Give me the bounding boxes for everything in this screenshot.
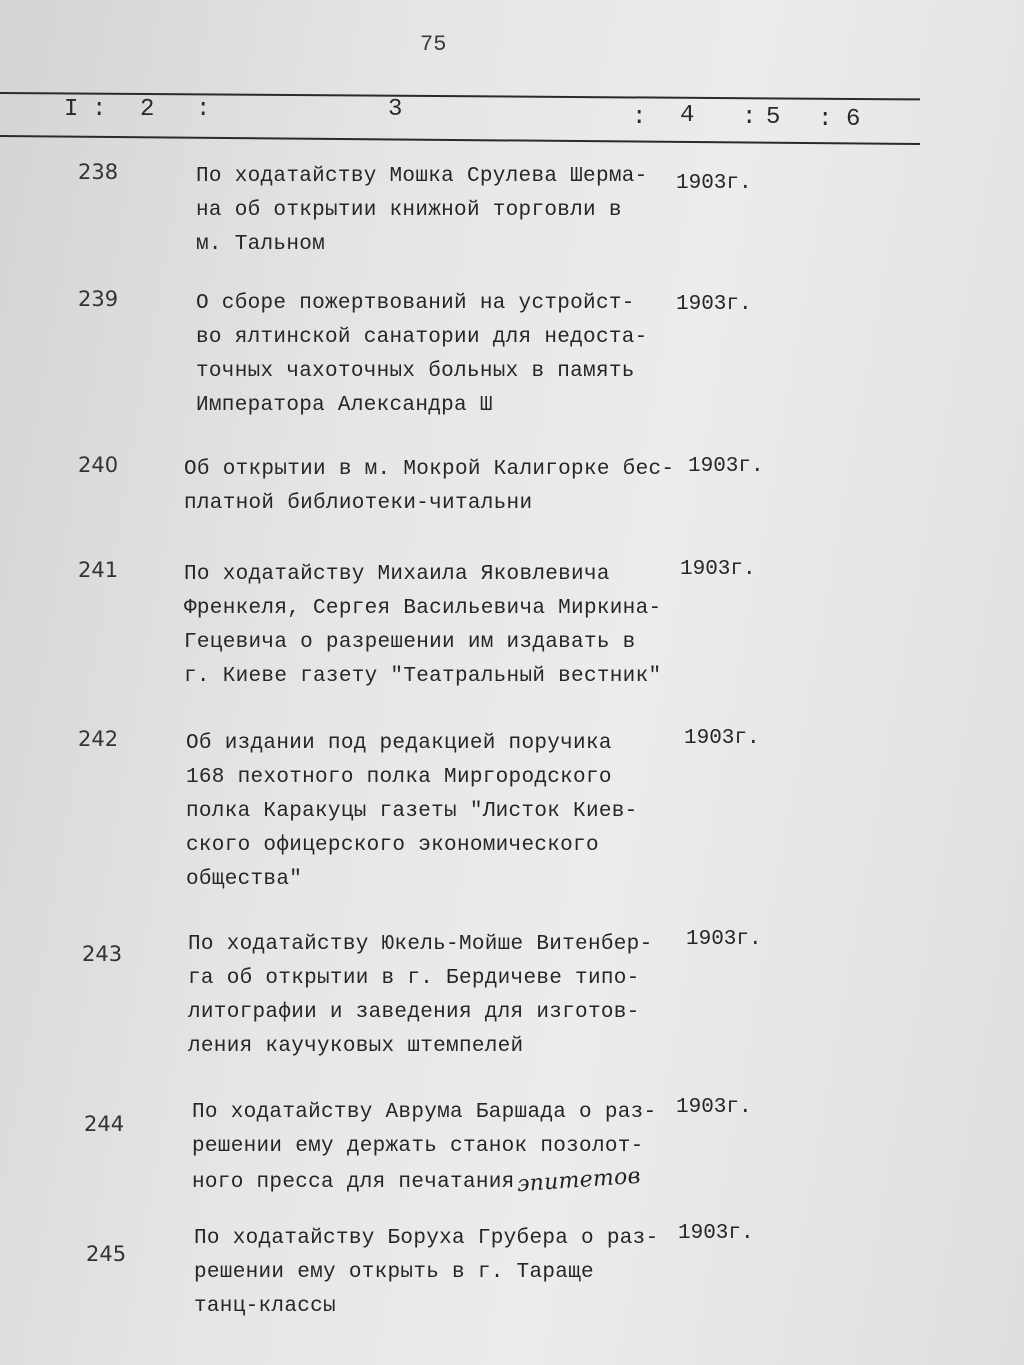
entry-number: 243 xyxy=(82,942,123,966)
column-header-1: I xyxy=(64,96,79,123)
page-number: 75 xyxy=(420,32,447,57)
column-separator: : xyxy=(742,104,757,131)
entry-description: Об издании под редакцией поручика 168 пехотного полка Миргородского полка Каракуцы газеты "Листок Киев- ского офицерского экономического общества" xyxy=(186,732,638,891)
entry-number: 240 xyxy=(78,453,119,477)
entry-number: 239 xyxy=(78,287,119,311)
entry-description: По ходатайству Аврума Баршада о раз- решении ему держать станок позолот- ного пресса для печатанияэпитетов xyxy=(192,1096,682,1200)
entry-description: Об открытии в м. Мокрой Калигорке бес- платной библиотеки-читальни xyxy=(184,458,675,515)
entry-description: По ходатайству Мошка Срулева Шерма- на об открытии книжной торговли в м. Тальном xyxy=(196,165,648,256)
column-separator: : xyxy=(92,96,107,123)
column-separator: : xyxy=(632,104,647,131)
entry-number: 238 xyxy=(78,160,119,184)
header-rule-top xyxy=(0,92,920,100)
column-separator: : xyxy=(818,106,833,133)
entry-description: По ходатайству Юкель-Мойше Витенбер- га об открытии в г. Бердичеве типо- литографии и заведения для изготов- ления каучуковых штемпелей xyxy=(188,933,653,1058)
entry-number: 245 xyxy=(86,1242,127,1266)
entry-number: 242 xyxy=(78,727,119,751)
column-header-4: 4 xyxy=(680,102,695,129)
entry-year: 1903г. xyxy=(678,1222,754,1245)
entry-description: О сборе пожертвований на устройст- во ялтинской санатории для недоста- точных чахоточных больных в память Императора Александра Ш xyxy=(196,292,648,417)
column-header-6: 6 xyxy=(846,106,861,133)
column-separator: : xyxy=(196,96,211,123)
entry-year: 1903г. xyxy=(676,172,752,195)
entry-year: 1903г. xyxy=(676,293,752,316)
handwritten-insertion: эпитетов xyxy=(515,1163,642,1198)
column-header-2: 2 xyxy=(140,96,155,123)
entry-year: 1903г. xyxy=(688,455,764,478)
entry-year: 1903г. xyxy=(684,727,760,750)
column-header-3: 3 xyxy=(388,96,403,123)
entry-description: По ходатайству Михаила Яковлевича Френкеля, Сергея Васильевича Миркина- Гецевича о разрешении им издавать в г. Киеве газету "Театральный вестник" xyxy=(184,563,662,688)
entry-year: 1903г. xyxy=(676,1096,752,1119)
column-header-5: 5 xyxy=(766,104,781,131)
header-rule-bottom xyxy=(0,135,920,145)
entry-year: 1903г. xyxy=(686,928,762,951)
entry-year: 1903г. xyxy=(680,558,756,581)
entry-number: 244 xyxy=(84,1112,125,1136)
entry-number: 241 xyxy=(78,558,119,582)
entry-description: По ходатайству Боруха Грубера о раз- решении ему открыть в г. Тараще танц-классы xyxy=(194,1227,659,1318)
